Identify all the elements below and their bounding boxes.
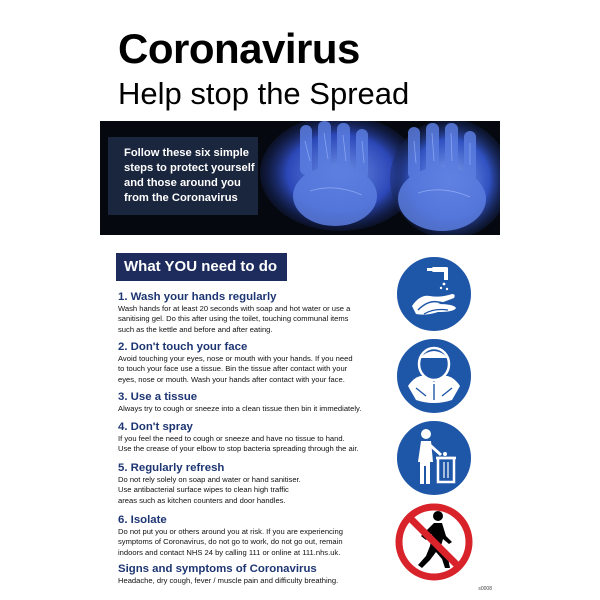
step-title: 4. Don't spray bbox=[118, 421, 193, 433]
banner-caption bbox=[124, 146, 274, 206]
step-text-line: indoors and contact NHS 24 by calling 111 or online at 111.nhs.uk. bbox=[118, 547, 341, 557]
step-text-line: Avoid touching your eyes, nose or mouth with your hands. If you need bbox=[118, 354, 353, 363]
poster-title: Coronavirus bbox=[118, 25, 360, 72]
step-regularly-refresh bbox=[118, 461, 386, 506]
section-heading: What YOU need to do bbox=[116, 253, 287, 281]
step-dont-touch-face bbox=[118, 340, 386, 385]
step-title: 2. Don't touch your face bbox=[118, 341, 248, 353]
poster bbox=[100, 0, 500, 600]
step-text-line: such as the kettle and before and after eating. bbox=[118, 324, 273, 334]
step-wash-hands bbox=[118, 290, 386, 335]
step-text-line: sanitising gel. Do this after using the toilet, touching communal items bbox=[118, 314, 349, 324]
step-text-line: Wash hands for at least 20 seconds with soap and hot water or use a bbox=[118, 304, 351, 313]
poster-subtitle: Help stop the Spread bbox=[118, 76, 410, 111]
step-dont-spray bbox=[118, 420, 386, 455]
symptoms-block bbox=[118, 562, 386, 586]
step-title: 1. Wash your hands regularly bbox=[118, 291, 277, 303]
step-title: 3. Use a tissue bbox=[118, 391, 198, 403]
step-text-line: areas such as kitchen counters and door handles. bbox=[118, 495, 286, 505]
hand-wash-icon bbox=[394, 254, 474, 334]
step-text-line: eyes, nose or mouth. Wash your hands after contact with your face. bbox=[118, 374, 345, 384]
symptoms-title: Signs and symptoms of Coronavirus bbox=[118, 563, 317, 575]
step-text-line: Do not put you or others around you at risk. If you are experiencing bbox=[118, 527, 343, 536]
step-use-tissue bbox=[118, 390, 386, 414]
bin-tissue-icon bbox=[394, 418, 474, 498]
banner-caption-line: Follow these six simple bbox=[124, 147, 249, 159]
banner-caption-line: and those around you bbox=[124, 177, 241, 189]
step-text-line: symptoms of Coronavirus, do not go to work, do not go out, remain bbox=[118, 537, 343, 547]
banner-caption-line: from the Coronavirus bbox=[124, 192, 238, 204]
step-text-line: If you feel the need to cough or sneeze and have no tissue to hand. bbox=[118, 434, 345, 443]
banner-caption-line: steps to protect yourself bbox=[124, 162, 255, 174]
step-text-line: to touch your face use a tissue. Bin the tissue after contact with your bbox=[118, 364, 348, 374]
face-tissue-icon bbox=[394, 336, 474, 416]
step-text-line: Do not rely solely on soap and water or hand sanitiser. bbox=[118, 475, 301, 484]
step-text-line: Use the crease of your elbow to stop bacteria spreading through the air. bbox=[118, 444, 359, 454]
step-text-line: Use antibacterial surface wipes to clean high traffic bbox=[118, 485, 289, 495]
step-title: 5. Regularly refresh bbox=[118, 462, 225, 474]
step-isolate bbox=[118, 513, 386, 558]
step-title: 6. Isolate bbox=[118, 514, 167, 526]
no-entry-person-icon bbox=[394, 502, 474, 582]
product-code: s0008 bbox=[478, 586, 492, 592]
symptoms-text: Headache, dry cough, fever / muscle pain and difficulty breathing. bbox=[118, 576, 339, 585]
step-text-line: Always try to cough or sneeze into a clean tissue then bin it immediately. bbox=[118, 404, 362, 413]
